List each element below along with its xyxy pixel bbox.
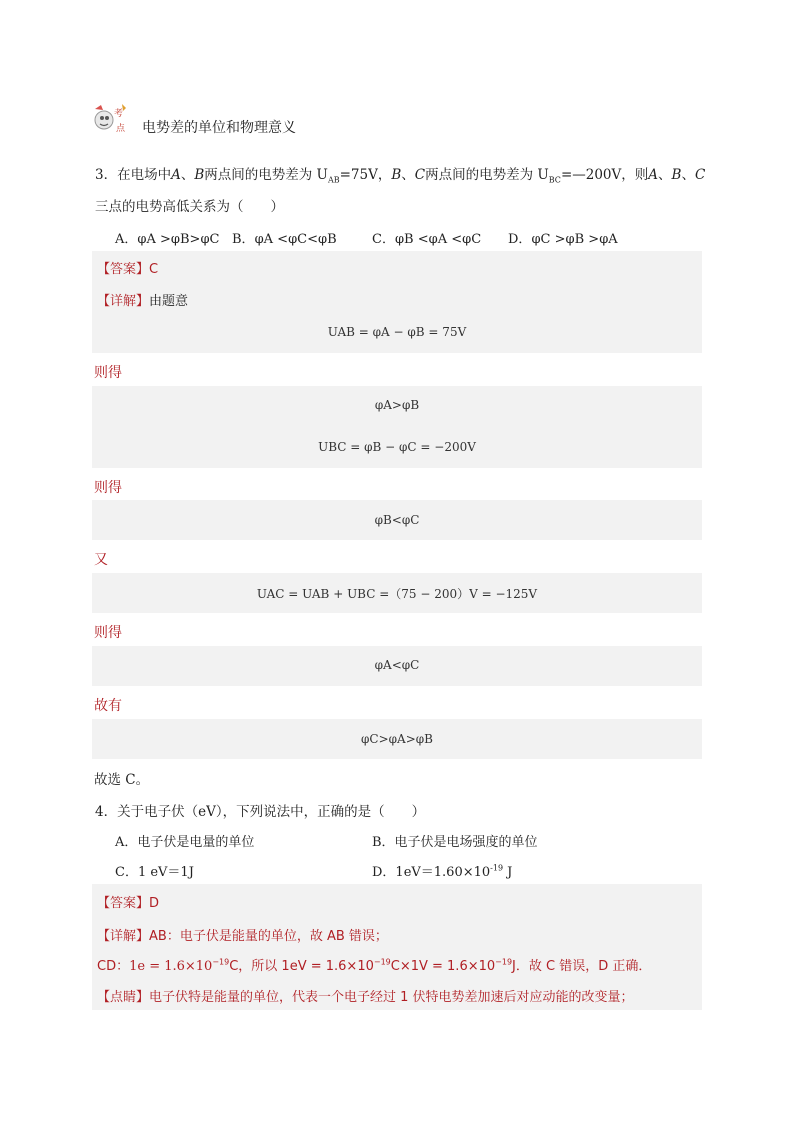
q3-option-a[interactable]: A．φA >φB>φC	[115, 232, 220, 247]
q3-detail-intro: 【详解】由题意	[97, 294, 189, 309]
q3-formula-5: UAC = UAB + UBC =（75 − 200）V = −125V	[256, 587, 538, 601]
q4-detail-cd: CD：$1e = 1.6\times 10^{-19}C$，所以 $1eV = 1.6\times 10^{-19}C\times 1V = 1.6\times 10^{-19}J$．故 C 错误，D 正确．	[97, 957, 652, 974]
q3-also: 又	[94, 552, 108, 568]
q4-option-a[interactable]: A．电子伏是电量的单位	[115, 835, 255, 850]
q3-then-3: 则得	[94, 625, 122, 641]
exam-point-badge-icon	[92, 100, 130, 138]
q4-stem: 4．关于电子伏（eV），下列说法中，正确的是（ ）	[95, 804, 426, 820]
q3-answer-band	[92, 251, 702, 283]
q3-formula-6: φA<φC	[374, 658, 420, 672]
q3-option-d[interactable]: D．φC >φB >φA	[508, 232, 618, 247]
q3-option-c[interactable]: C．φB <φA <φC	[372, 232, 482, 247]
q3-stem-line1: 3．在电场中A、B两点间的电势差为 $U_{AB}=75V$，B、C两点间的电势差为 $U_{BC}=—200V$，则A、B、C	[95, 167, 706, 185]
section-title: 电势差的单位和物理意义	[142, 120, 296, 136]
q3-then-1: 则得	[94, 365, 122, 381]
q3-formula-2: φA>φB	[374, 398, 420, 412]
section-header	[92, 100, 392, 140]
q4-option-b[interactable]: B．电子伏是电场强度的单位	[372, 835, 538, 850]
badge-bottom-char: 点	[116, 124, 126, 134]
q3-conclusion: 故选 C。	[94, 772, 150, 788]
q4-detail: 【详解】AB：电子伏是能量的单位，故 AB 错误；	[97, 929, 388, 944]
q4-option-d[interactable]: D．$1eV=1.60\times 10^{-19}$ J	[372, 863, 513, 880]
q4-option-c[interactable]: C．1 eV＝1J	[115, 865, 194, 880]
q4-note: 【点睛】电子伏特是能量的单位，代表一个电子经过 1 伏特电势差加速后对应动能的改变量；	[97, 990, 634, 1005]
q3-hence: 故有	[94, 698, 122, 714]
q3-formula-4: φB<φC	[374, 513, 420, 527]
q4-answer: 【答案】D	[97, 896, 160, 911]
q3-formula-7: φC>φA>φB	[361, 732, 433, 746]
q3-option-b[interactable]: B．φA <φC<φB	[232, 232, 337, 247]
q3-formula-3: UBC = φB − φC = −200V	[318, 440, 476, 454]
q3-answer: 【答案】C	[97, 262, 159, 277]
q3-then-2: 则得	[94, 480, 122, 496]
q3-stem-line2: 三点的电势高低关系为（ ）	[95, 199, 284, 215]
badge-top-char: 考	[114, 109, 124, 119]
q3-formula-1: UAB = φA − φB = 75V	[327, 325, 467, 339]
